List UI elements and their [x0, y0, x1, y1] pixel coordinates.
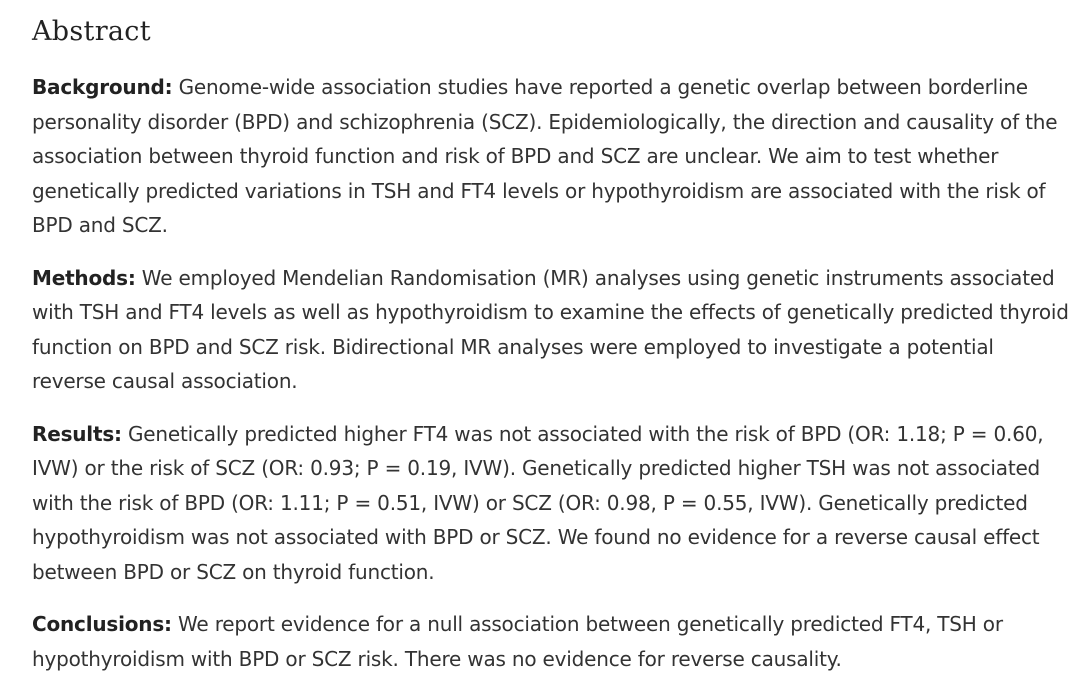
results-text: Genetically predicted higher FT4 was not associated with the risk of BPD (OR: 1.18; P = 0.60, IVW) or the risk of SCZ (OR: 0.93; P = 0.19, IVW). Genetically predicted higher TSH was not associated with the risk of BPD (OR: 1.11; P = 0.51, IVW) or SCZ (OR: 0.98, P = 0.55, IVW). Genetically predicted hypothyroidism was not associated with BPD or SCZ. We found no evidence for a reverse causal effect between BPD or SCZ on thyroid function. — [32, 421, 1044, 584]
results-label: Results: — [32, 421, 122, 446]
background-label: Background: — [32, 75, 173, 99]
conclusions-paragraph — [32, 607, 1072, 676]
methods-paragraph — [32, 261, 1072, 399]
abstract-section — [32, 12, 1072, 694]
results-paragraph — [32, 417, 1072, 590]
abstract-heading: Abstract — [32, 16, 151, 47]
background-paragraph — [32, 70, 1072, 243]
conclusions-text: We report evidence for a null association between genetically predicted FT4, TSH or hypothyroidism with BPD or SCZ risk. There was no evidence for reverse causality. — [32, 612, 1003, 671]
conclusions-label: Conclusions: — [32, 612, 172, 636]
background-text: Genome-wide association studies have reported a genetic overlap between borderline personality disorder (BPD) and schizophrenia (SCZ). Epidemiologically, the direction and causality of the association between thyroid function and risk of BPD and SCZ are unclear. We aim to test whether genetically predicted variations in TSH and FT4 levels or hypothyroidism are associated with the risk of BPD and SCZ. — [32, 75, 1058, 237]
methods-text: We employed Mendelian Randomisation (MR) analyses using genetic instruments associated with TSH and FT4 levels as well as hypothyroidism to examine the effects of genetically predicted thyroid function on BPD and SCZ risk. Bidirectional MR analyses were employed to investigate a potential reverse causal association. — [32, 265, 1069, 393]
methods-label: Methods: — [32, 265, 136, 290]
